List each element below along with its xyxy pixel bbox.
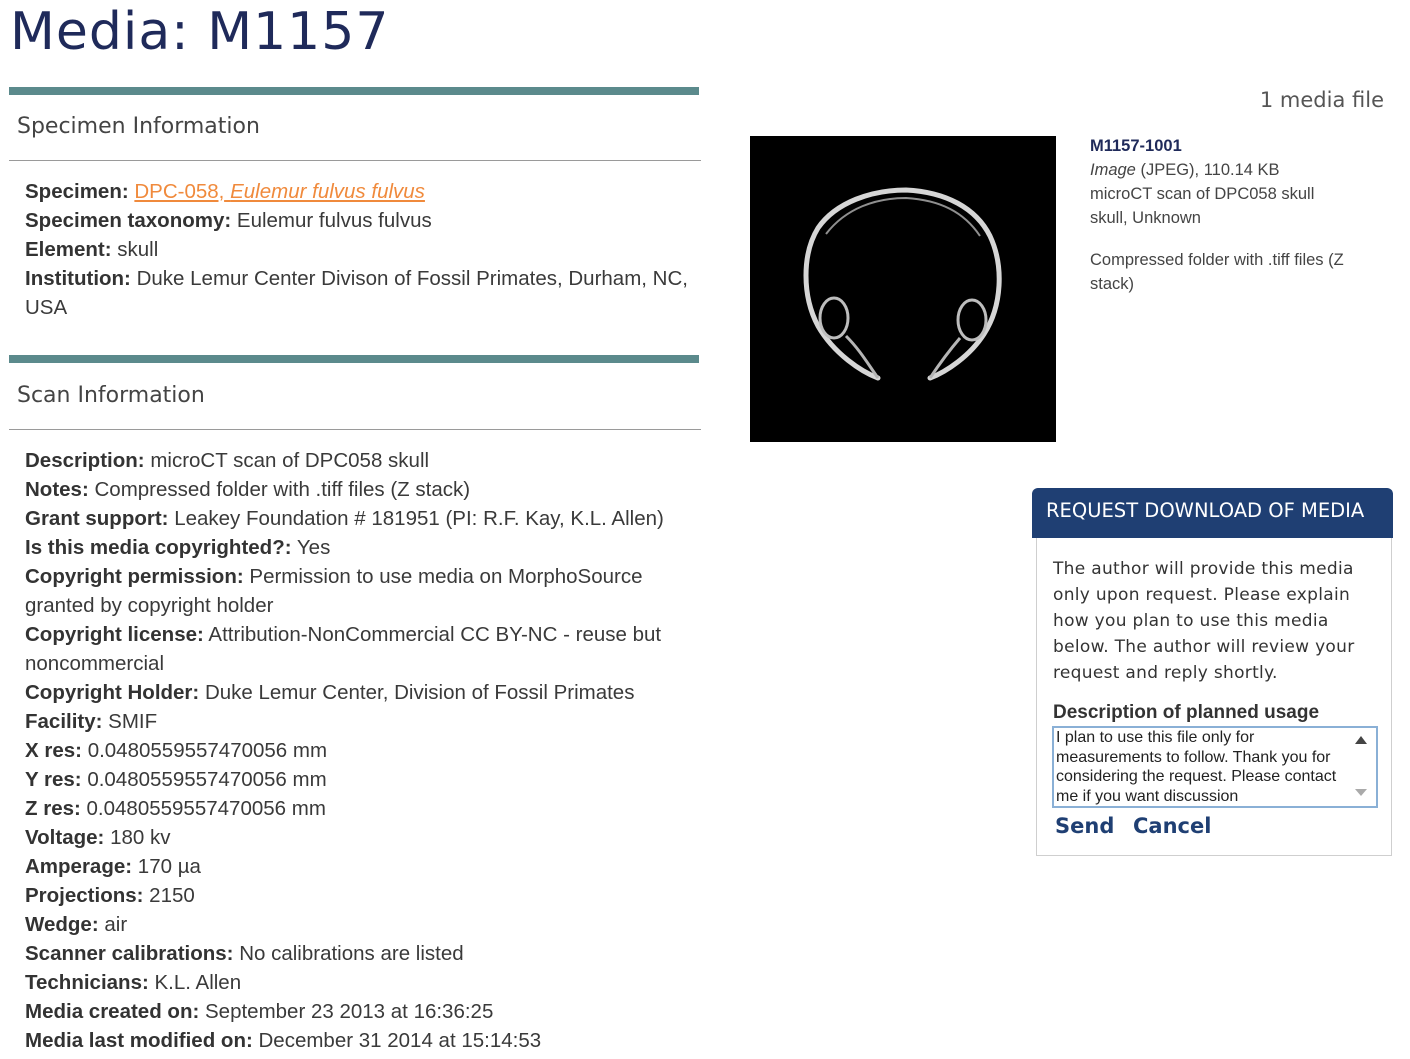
field-row: Amperage: 170 µa xyxy=(25,855,201,878)
cancel-button[interactable]: Cancel xyxy=(1133,814,1212,838)
field-row: Notes: Compressed folder with .tiff files (Z stack) xyxy=(25,478,471,501)
usage-textarea[interactable] xyxy=(1052,726,1378,808)
specimen-row xyxy=(25,177,695,206)
scan-info xyxy=(25,446,695,1055)
specimen-info xyxy=(25,177,695,322)
field-row: Copyright permission: Permission to use media on MorphoSource granted by copyright holder xyxy=(25,565,643,617)
field-row: Specimen taxonomy: Eulemur fulvus fulvus xyxy=(25,209,432,232)
field-row: Y res: 0.0480559557470056 mm xyxy=(25,768,327,791)
media-file-element: skull, Unknown xyxy=(1090,209,1201,227)
specimen-section-title: Specimen Information xyxy=(17,114,260,139)
scroll-up-arrow-icon[interactable] xyxy=(1355,736,1367,744)
send-button[interactable]: Send xyxy=(1055,814,1115,838)
request-download-header: REQUEST DOWNLOAD OF MEDIA xyxy=(1032,488,1393,538)
field-row: Is this media copyrighted?: Yes xyxy=(25,536,331,559)
field-row: Wedge: air xyxy=(25,913,128,936)
field-label: Specimen: xyxy=(25,180,129,203)
usage-textarea-value[interactable]: I plan to use this file only for measurements to follow. Thank you for considering the request. Please contact me if you want discussion xyxy=(1056,729,1337,805)
section-divider-bar xyxy=(9,355,699,363)
field-row: Institution: Duke Lemur Center Divison of Fossil Primates, Durham, NC, USA xyxy=(25,267,688,319)
media-file-details xyxy=(1090,134,1380,296)
media-file-count: 1 media file xyxy=(1259,88,1384,112)
media-file-id[interactable]: M1157-1001 xyxy=(1090,137,1182,155)
field-row: Element: skull xyxy=(25,238,159,261)
scan-section-title: Scan Information xyxy=(17,383,205,408)
usage-field-label: Description of planned usage xyxy=(1053,702,1320,723)
ct-scan-skull-image xyxy=(750,136,1056,442)
request-download-text: The author will provide this media only upon request. Please explain how you plan to use this media below. The author will review your request and reply shortly. xyxy=(1053,559,1355,683)
field-row: Copyright Holder: Duke Lemur Center, Division of Fossil Primates xyxy=(25,681,635,704)
section-rule xyxy=(9,160,701,161)
section-rule xyxy=(9,429,701,430)
field-row: Grant support: Leakey Foundation # 181951 (PI: R.F. Kay, K.L. Allen) xyxy=(25,507,664,530)
field-row: Description: microCT scan of DPC058 skull xyxy=(25,449,430,472)
field-row: Copyright license: Attribution-NonCommercial CC BY-NC - reuse but noncommercial xyxy=(25,623,662,675)
media-file-type: Image (JPEG), 110.14 KB xyxy=(1090,161,1280,179)
section-divider-bar xyxy=(9,87,699,95)
field-row: Facility: SMIF xyxy=(25,710,158,733)
page-title: Media: M1157 xyxy=(10,2,390,62)
field-row: Technicians: K.L. Allen xyxy=(25,971,242,994)
field-row: X res: 0.0480559557470056 mm xyxy=(25,739,328,762)
field-row: Scanner calibrations: No calibrations are listed xyxy=(25,942,464,965)
field-row: Media last modified on: December 31 2014 at 15:14:53 xyxy=(25,1029,542,1052)
field-row: Projections: 2150 xyxy=(25,884,195,907)
media-file-notes: Compressed folder with .tiff files (Z stack) xyxy=(1090,251,1344,293)
field-row: Voltage: 180 kv xyxy=(25,826,171,849)
scroll-down-arrow-icon[interactable] xyxy=(1355,789,1367,796)
media-thumbnail[interactable] xyxy=(750,136,1056,442)
field-row: Media created on: September 23 2013 at 16:36:25 xyxy=(25,1000,494,1023)
media-file-description: microCT scan of DPC058 skull xyxy=(1090,185,1315,203)
field-row: Z res: 0.0480559557470056 mm xyxy=(25,797,326,820)
specimen-link[interactable]: DPC-058, Eulemur fulvus fulvus xyxy=(134,180,425,203)
